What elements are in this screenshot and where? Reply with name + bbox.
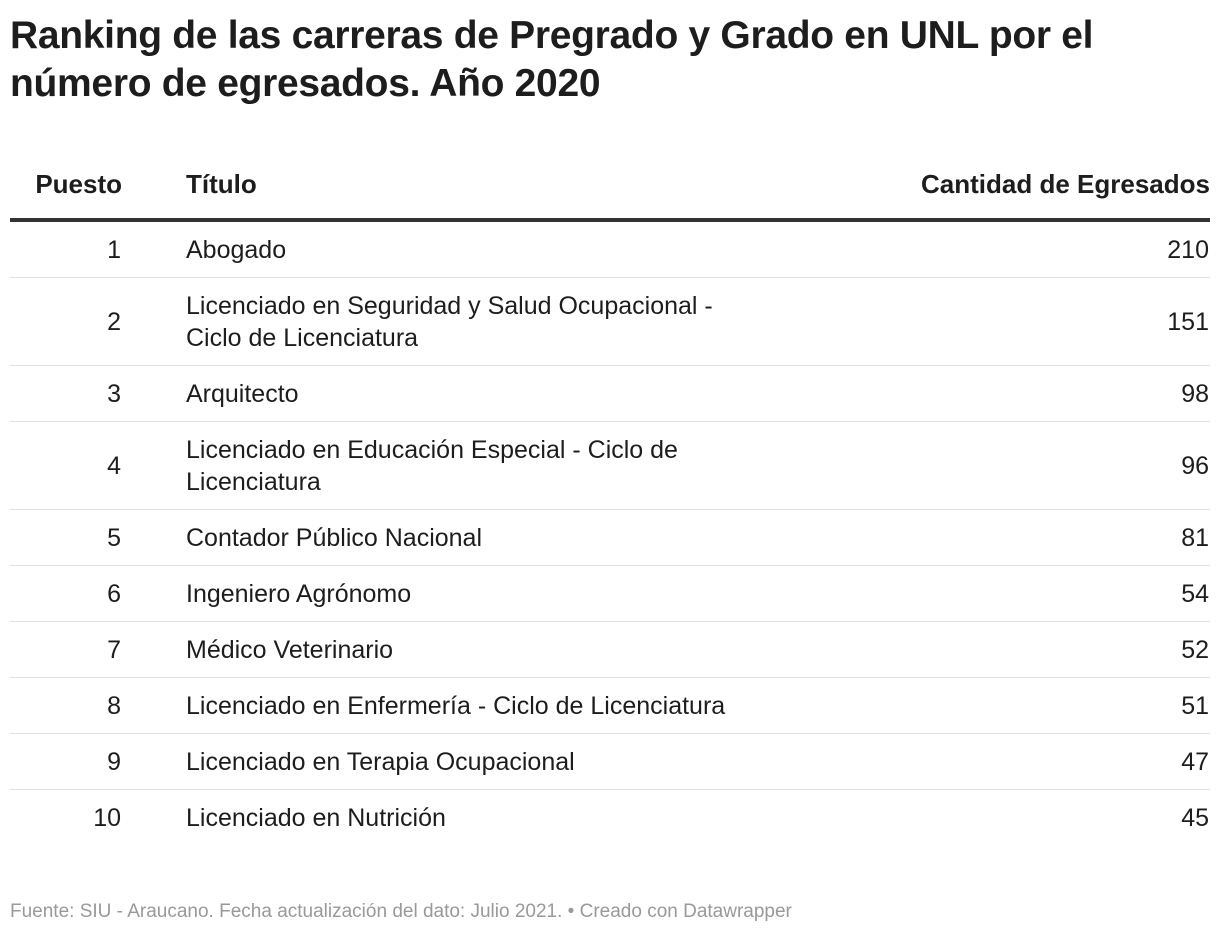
graduates-count-cell: 52 [890, 622, 1210, 678]
career-name-cell: Licenciado en Enfermería - Ciclo de Licenciatura [122, 678, 890, 734]
table-row [10, 678, 1210, 734]
rank-cell: 1 [10, 220, 122, 278]
graduates-count-cell: 81 [890, 510, 1210, 566]
table-row [10, 622, 1210, 678]
rank-cell: 2 [10, 278, 122, 366]
table-row [10, 790, 1210, 846]
career-name-cell: Abogado [122, 220, 890, 278]
chart-title: Ranking de las carreras de Pregrado y Grado en UNL por el número de egresados. Año 2020 [10, 14, 1094, 105]
column-header-cantidad: Cantidad de Egresados [890, 166, 1210, 220]
column-header-puesto: Puesto [10, 166, 122, 220]
career-name-cell: Contador Público Nacional [122, 510, 890, 566]
table-row [10, 220, 1210, 278]
table-header-row [10, 166, 1210, 220]
graduates-count-cell: 45 [1181, 803, 1209, 832]
rank-cell: 6 [10, 566, 122, 622]
table-row [10, 278, 1210, 366]
career-name-cell: Médico Veterinario [122, 622, 890, 678]
career-name-cell: Licenciado en Educación Especial - Ciclo de Licenciatura [122, 422, 890, 510]
career-name-cell: Licenciado en Seguridad y Salud Ocupacional - Ciclo de Licenciatura [122, 278, 890, 366]
rank-cell: 4 [10, 422, 122, 510]
source-footer: Fuente: SIU - Araucano. Fecha actualización del dato: Julio 2021. • Creado con Datawrapper [10, 901, 792, 922]
column-header-titulo: Título [122, 166, 890, 220]
rank-cell: 5 [10, 510, 122, 566]
graduates-count-cell: 96 [890, 422, 1210, 510]
graduates-count-cell: 98 [890, 366, 1210, 422]
ranking-table-container [10, 166, 1210, 845]
table-row [10, 510, 1210, 566]
career-name-cell: Licenciado en Terapia Ocupacional [122, 734, 890, 790]
career-name-cell: Licenciado en Nutrición [186, 803, 446, 832]
graduates-count-cell: 51 [890, 678, 1210, 734]
career-name-cell: Arquitecto [122, 366, 890, 422]
graduates-count-cell: 54 [890, 566, 1210, 622]
rank-cell: 10 [93, 803, 121, 832]
rank-cell: 7 [10, 622, 122, 678]
rank-cell: 9 [10, 734, 122, 790]
table-row [10, 566, 1210, 622]
graduates-count-cell: 151 [890, 278, 1210, 366]
career-name-cell: Ingeniero Agrónomo [122, 566, 890, 622]
ranking-table [10, 166, 1210, 845]
graduates-count-cell: 47 [890, 734, 1210, 790]
table-row [10, 734, 1210, 790]
rank-cell: 8 [10, 678, 122, 734]
graduates-count-cell: 210 [890, 220, 1210, 278]
rank-cell: 3 [10, 366, 122, 422]
table-row [10, 366, 1210, 422]
table-row [10, 422, 1210, 510]
